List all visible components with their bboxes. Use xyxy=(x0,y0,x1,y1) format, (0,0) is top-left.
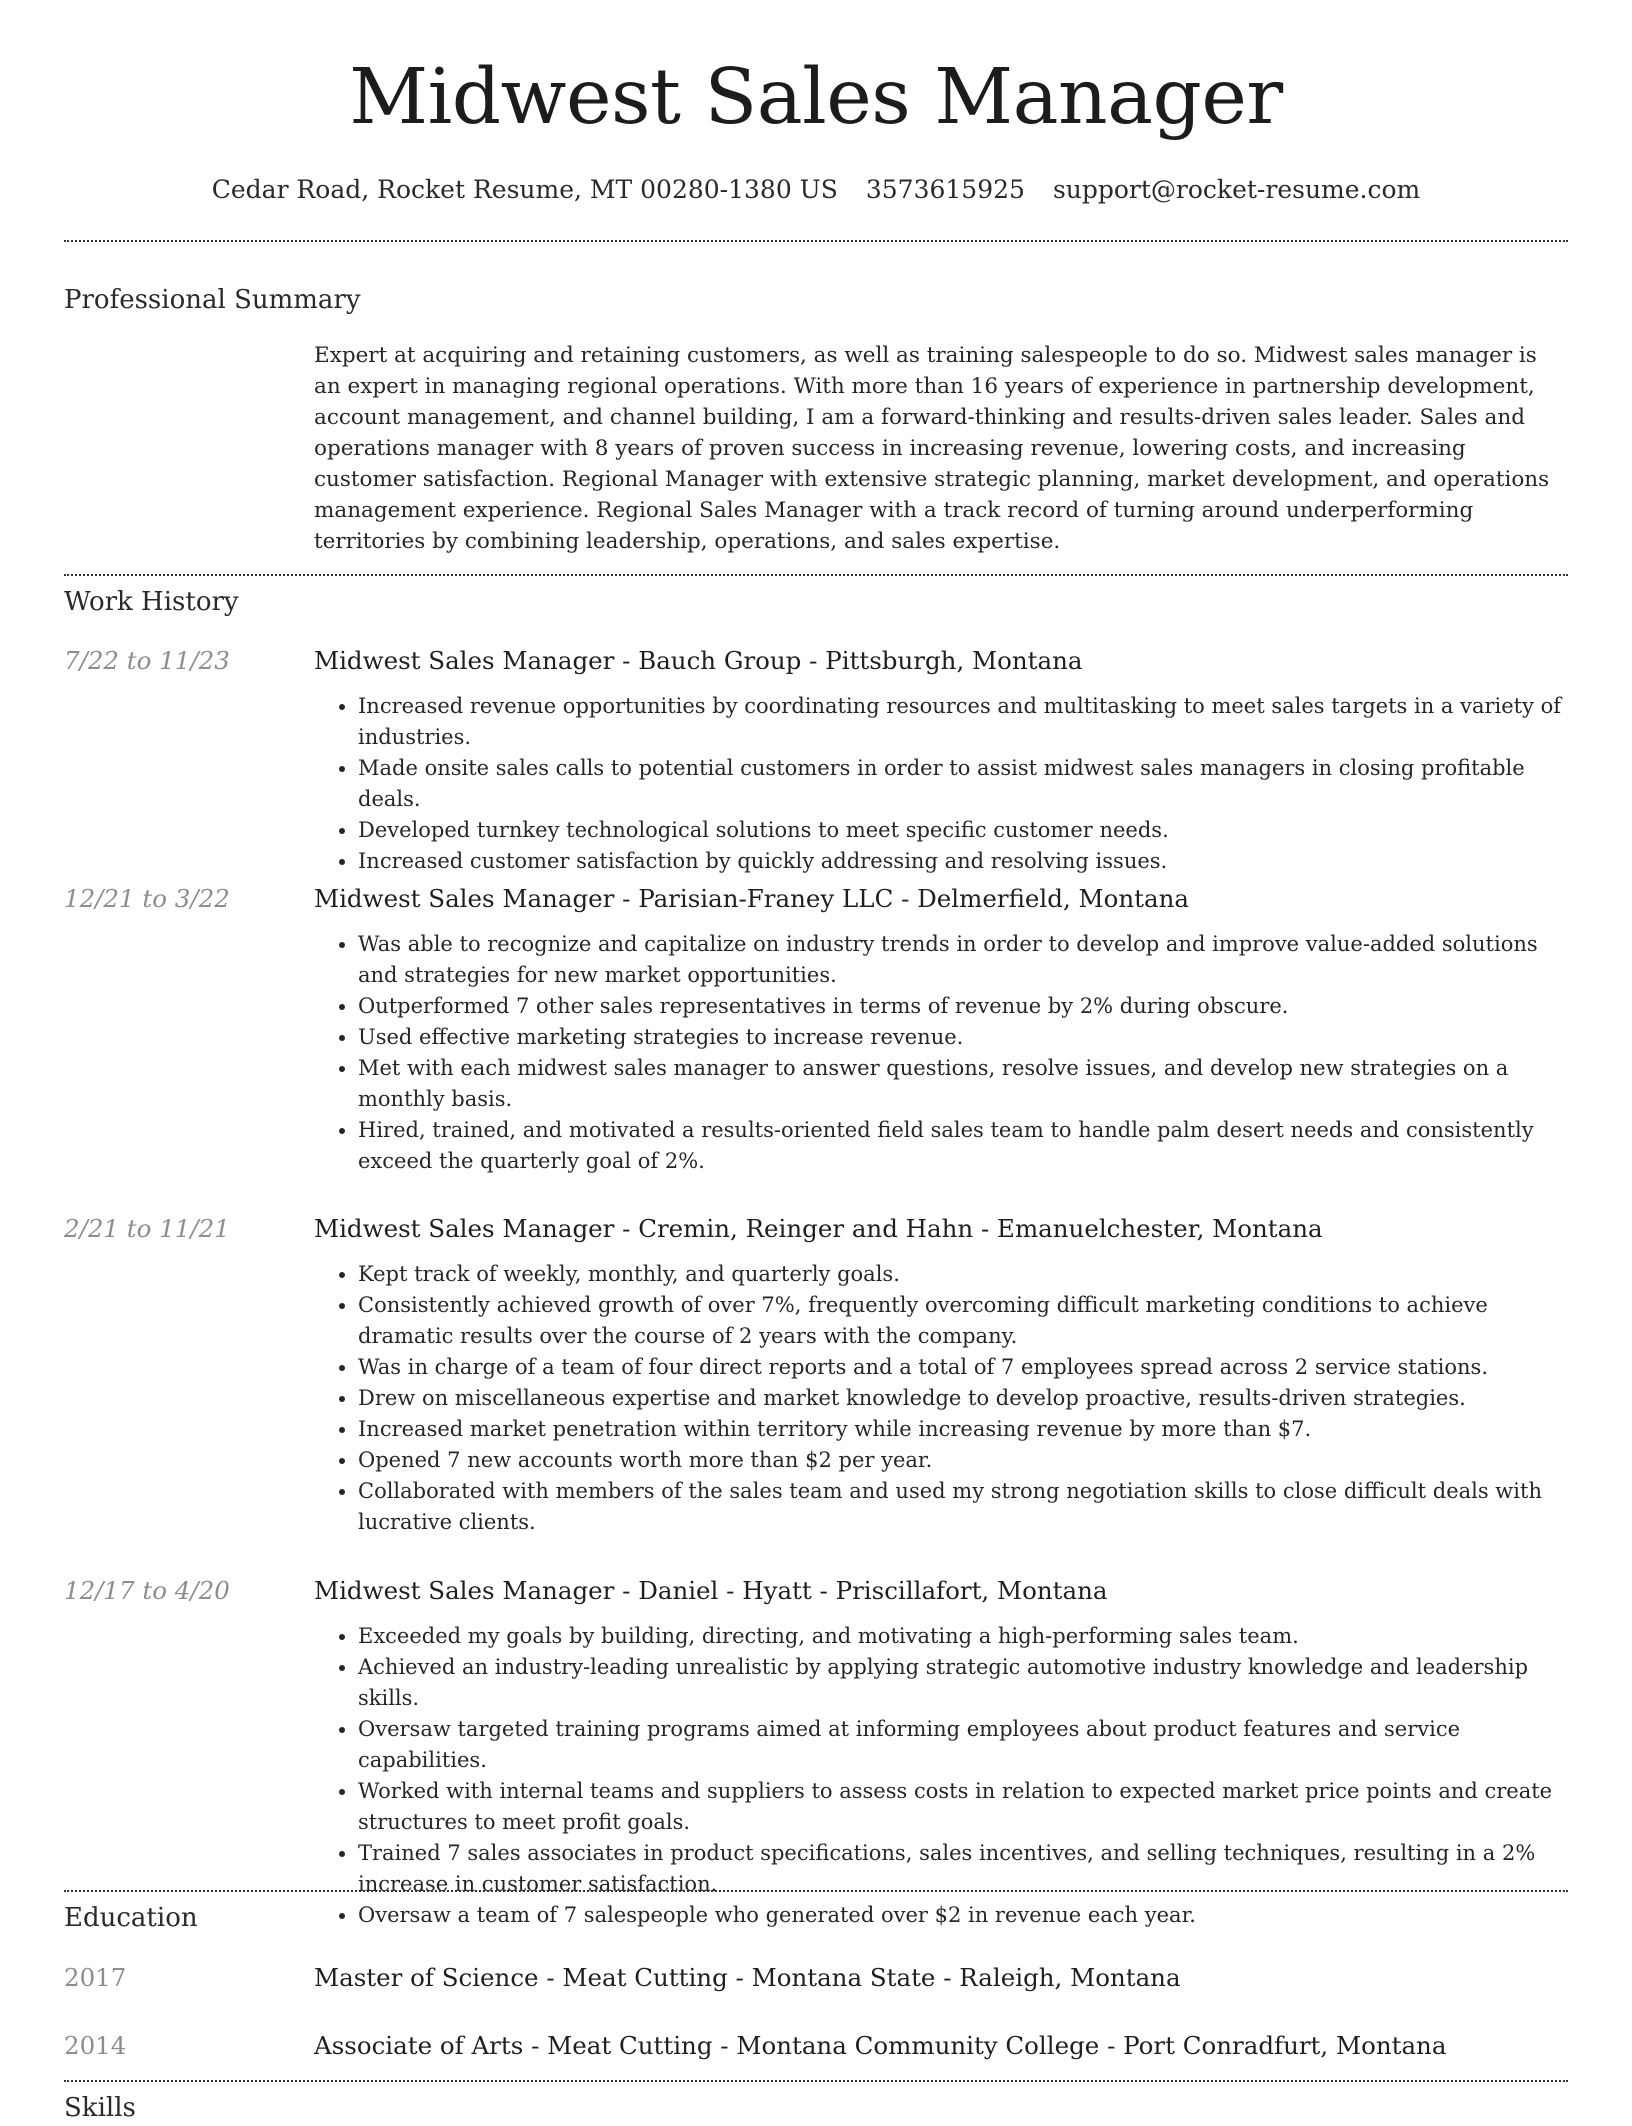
education-title: Master of Science - Meat Cutting - Montana State - Raleigh, Montana xyxy=(314,1963,1181,1992)
job-dates: 12/17 to 4/20 xyxy=(64,1576,230,1605)
education-year: 2014 xyxy=(64,2031,127,2060)
contact-line xyxy=(64,170,1568,210)
education-heading: Education xyxy=(64,1903,198,1933)
address-text: Cedar Road, Rocket Resume, MT 00280-1380 US xyxy=(211,175,838,204)
job-title: Midwest Sales Manager - Daniel - Hyatt - Priscillafort, Montana xyxy=(314,1576,1108,1605)
skills-heading: Skills xyxy=(64,2093,136,2123)
section-divider xyxy=(64,2080,1568,2082)
job-title: Midwest Sales Manager - Bauch Group - Pittsburgh, Montana xyxy=(314,646,1083,675)
section-divider xyxy=(64,1890,1568,1892)
education-year: 2017 xyxy=(64,1963,127,1992)
job-dates: 12/21 to 3/22 xyxy=(64,884,230,913)
job-dates: 7/22 to 11/23 xyxy=(64,646,230,675)
summary-heading: Professional Summary xyxy=(64,285,361,315)
candidate-name: Midwest Sales Manager xyxy=(349,53,1283,142)
bullet-item: • Was able to recognize and capitalize on industry trends in order to develop and improve value-added solutions and strategies for new market opportunities. xyxy=(358,929,1568,991)
bullet-item: • Increased market penetration within territory while increasing revenue by more than $7. xyxy=(358,1414,1568,1445)
job-bullets xyxy=(314,691,1568,877)
bullet-item: • Trained 7 sales associates in product specifications, sales incentives, and selling techniques, resulting in a 2% increase in customer satisfaction. xyxy=(358,1838,1568,1900)
bullet-item: • Oversaw a team of 7 salespeople who generated over $2 in revenue each year. xyxy=(358,1900,1568,1931)
bullet-item: • Oversaw targeted training programs aimed at informing employees about product features and service capabilities. xyxy=(358,1714,1568,1776)
bullet-item: • Increased revenue opportunities by coordinating resources and multitasking to meet sales targets in a variety of industries. xyxy=(358,691,1568,753)
bullet-item: • Collaborated with members of the sales team and used my strong negotiation skills to close difficult deals with lucrative clients. xyxy=(358,1476,1568,1538)
bullet-item: • Consistently achieved growth of over 7%, frequently overcoming difficult marketing conditions to achieve dramatic results over the course of 2 years with the company. xyxy=(358,1290,1568,1352)
job-title: Midwest Sales Manager - Parisian-Franey LLC - Delmerfield, Montana xyxy=(314,884,1189,913)
job-bullets xyxy=(314,1621,1568,1931)
phone-text: 3573615925 xyxy=(865,175,1025,204)
section-divider xyxy=(64,574,1568,576)
bullet-item: • Was in charge of a team of four direct reports and a total of 7 employees spread across 2 service stations. xyxy=(358,1352,1568,1383)
job-bullets xyxy=(314,929,1568,1177)
bullet-item: • Met with each midwest sales manager to answer questions, resolve issues, and develop new strategies on a monthly basis. xyxy=(358,1053,1568,1115)
bullet-item: • Opened 7 new accounts worth more than $2 per year. xyxy=(358,1445,1568,1476)
bullet-item: • Exceeded my goals by building, directing, and motivating a high-performing sales team. xyxy=(358,1621,1568,1652)
bullet-item: • Made onsite sales calls to potential customers in order to assist midwest sales managers in closing profitable deals. xyxy=(358,753,1568,815)
bullet-item: • Achieved an industry-leading unrealistic by applying strategic automotive industry knowledge and leadership skills. xyxy=(358,1652,1568,1714)
section-divider xyxy=(64,240,1568,242)
bullet-item: • Used effective marketing strategies to increase revenue. xyxy=(358,1022,1568,1053)
email-link[interactable]: support@rocket-resume.com xyxy=(1052,175,1421,204)
education-title: Associate of Arts - Meat Cutting - Montana Community College - Port Conradfurt, Montana xyxy=(314,2031,1447,2060)
bullet-item: • Worked with internal teams and suppliers to assess costs in relation to expected market price points and create structures to meet profit goals. xyxy=(358,1776,1568,1838)
summary-text: Expert at acquiring and retaining customers, as well as training salespeople to do so. Midwest sales manager is an expert in managing regional operations. With more than 16 years of experience in partnership development, account management, and channel building, I am a forward-thinking and results-driven sales leader. Sales and operations manager with 8 years of proven success in increasing revenue, lowering costs, and increasing customer satisfaction. Regional Manager with extensive strategic planning, market development, and operations management experience. Regional Sales Manager with a track record of turning around underperforming territories by combining leadership, operations, and sales expertise. xyxy=(314,343,1550,554)
bullet-item: • Outperformed 7 other sales representatives in terms of revenue by 2% during obscure. xyxy=(358,991,1568,1022)
bullet-item: • Increased customer satisfaction by quickly addressing and resolving issues. xyxy=(358,846,1568,877)
job-title: Midwest Sales Manager - Cremin, Reinger and Hahn - Emanuelchester, Montana xyxy=(314,1214,1323,1243)
bullet-item: • Kept track of weekly, monthly, and quarterly goals. xyxy=(358,1259,1568,1290)
work-history-heading: Work History xyxy=(64,587,239,617)
job-bullets xyxy=(314,1259,1568,1538)
bullet-item: • Hired, trained, and motivated a results-oriented field sales team to handle palm desert needs and consistently exceed the quarterly goal of 2%. xyxy=(358,1115,1568,1177)
job-dates: 2/21 to 11/21 xyxy=(64,1214,230,1243)
bullet-item: • Developed turnkey technological solutions to meet specific customer needs. xyxy=(358,815,1568,846)
bullet-item: • Drew on miscellaneous expertise and market knowledge to develop proactive, results-driven strategies. xyxy=(358,1383,1568,1414)
